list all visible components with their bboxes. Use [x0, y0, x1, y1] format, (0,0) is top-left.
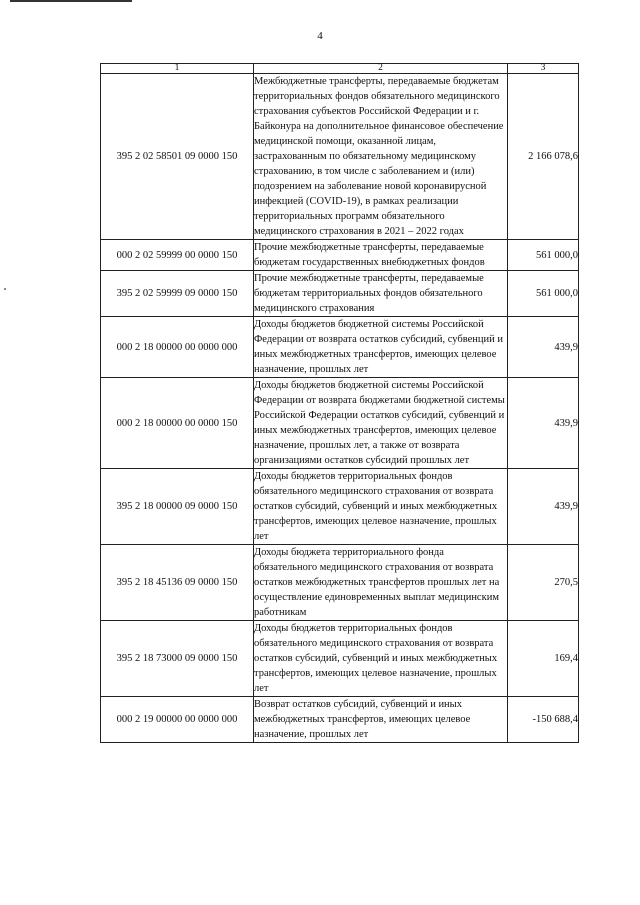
- row-code: 000 2 18 00000 00 0000 150: [101, 378, 254, 469]
- row-description: Доходы бюджетов территориальных фондов обязательного медицинского страхования от возврата остатков субсидий, субвенций и иных межбюджетных трансфертов, имеющих целевое назначение, прошлых лет: [254, 621, 508, 697]
- row-description: Доходы бюджета территориального фонда обязательного медицинского страхования от возврата остатков межбюджетных трансфертов прошлых лет на осуществление единовременных выплат медицинским работникам: [254, 545, 508, 621]
- row-amount: 439,9: [508, 469, 579, 545]
- column-header-3: 3: [508, 64, 579, 74]
- table-header-row: [101, 64, 579, 74]
- column-header-2: 2: [254, 64, 508, 74]
- row-amount: 561 000,0: [508, 271, 579, 317]
- row-amount: 169,4: [508, 621, 579, 697]
- table-row: [101, 240, 579, 271]
- row-amount: 439,9: [508, 378, 579, 469]
- row-amount: 2 166 078,6: [508, 74, 579, 240]
- row-code: 395 2 18 00000 09 0000 150: [101, 469, 254, 545]
- table-row: [101, 317, 579, 378]
- table-row: [101, 271, 579, 317]
- row-code: 395 2 18 45136 09 0000 150: [101, 545, 254, 621]
- page-number: 4: [317, 30, 323, 42]
- row-amount: 270,5: [508, 545, 579, 621]
- row-description: Межбюджетные трансферты, передаваемые бюджетам территориальных фондов обязательного медицинского страхования субъектов Российской Федерации и г. Байконура на дополнительное финансовое обеспечение медицинской помощи, оказанной лицам, застрахованным по обязательному медицинскому страхованию, в том числе с заболеванием и (или) подозрением на заболевание новой коронавирусной инфекцией (COVID-19), в рамках реализации территориальных программ обязательного медицинского страхования в 2021 – 2022 годах: [254, 74, 508, 240]
- row-description: Возврат остатков субсидий, субвенций и иных межбюджетных трансфертов, имеющих целевое назначение, прошлых лет: [254, 697, 508, 743]
- row-code: 000 2 02 59999 00 0000 150: [101, 240, 254, 271]
- table-row: [101, 545, 579, 621]
- column-header-1: 1: [101, 64, 254, 74]
- table-row: [101, 469, 579, 545]
- row-code: 000 2 18 00000 00 0000 000: [101, 317, 254, 378]
- row-description: Доходы бюджетов бюджетной системы Российской Федерации от возврата остатков субсидий, субвенций и иных межбюджетных трансфертов, имеющих целевое назначение, прошлых лет: [254, 317, 508, 378]
- table-row: [101, 697, 579, 743]
- margin-mark: [4, 288, 6, 290]
- row-amount: -150 688,4: [508, 697, 579, 743]
- row-description: Доходы бюджетов территориальных фондов обязательного медицинского страхования от возврата остатков субсидий, субвенций и иных межбюджетных трансфертов, имеющих целевое назначение, прошлых лет: [254, 469, 508, 545]
- row-amount: 439,9: [508, 317, 579, 378]
- budget-table: [100, 63, 579, 743]
- row-code: 000 2 19 00000 00 0000 000: [101, 697, 254, 743]
- row-description: Доходы бюджетов бюджетной системы Российской Федерации от возврата бюджетами бюджетной системы Российской Федерации остатков субсидий, субвенций и иных межбюджетных трансфертов, имеющих целевое назначение, прошлых лет, а также от возврата организациями остатков субсидий прошлых лет: [254, 378, 508, 469]
- row-code: 395 2 18 73000 09 0000 150: [101, 621, 254, 697]
- table-body: [101, 74, 579, 743]
- row-description: Прочие межбюджетные трансферты, передаваемые бюджетам территориальных фондов обязательного медицинского страхования: [254, 271, 508, 317]
- table-row: [101, 621, 579, 697]
- row-amount: 561 000,0: [508, 240, 579, 271]
- table-row: [101, 378, 579, 469]
- row-code: 395 2 02 58501 09 0000 150: [101, 74, 254, 240]
- row-description: Прочие межбюджетные трансферты, передаваемые бюджетам государственных внебюджетных фондов: [254, 240, 508, 271]
- table-row: [101, 74, 579, 240]
- row-code: 395 2 02 59999 09 0000 150: [101, 271, 254, 317]
- top-rule: [10, 0, 132, 2]
